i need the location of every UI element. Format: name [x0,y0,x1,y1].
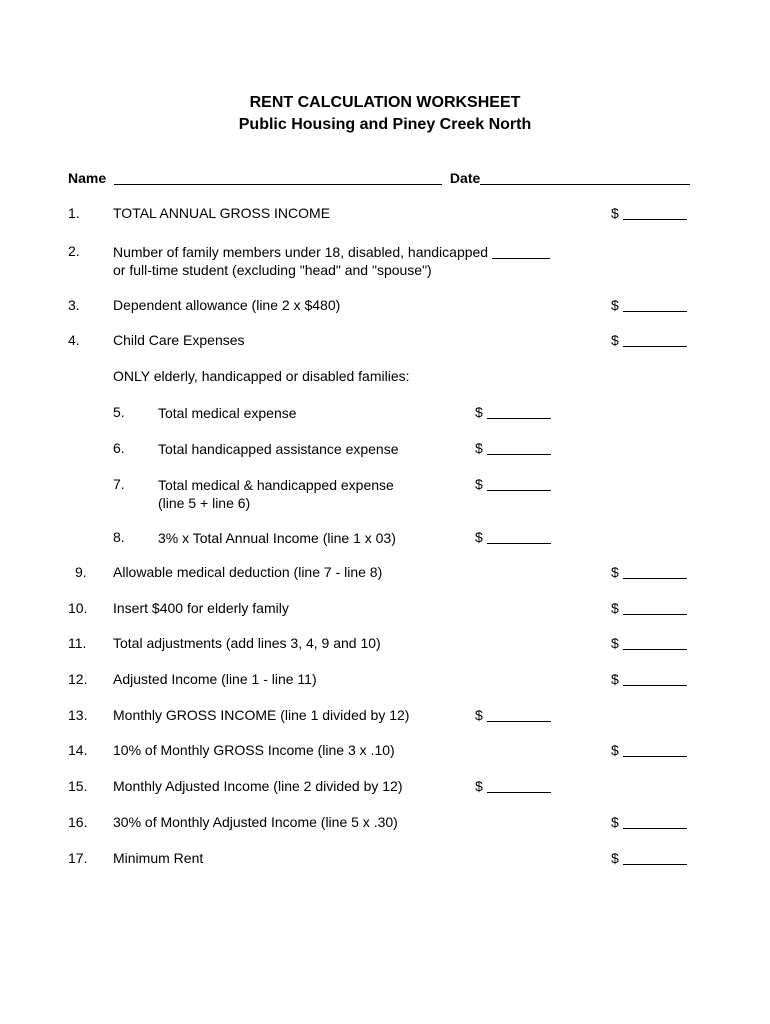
line-1 [0,205,770,225]
amount-field[interactable] [475,778,551,794]
amount-field[interactable] [611,600,687,616]
line-label: TOTAL ANNUAL GROSS INCOME [113,205,331,221]
line-number: 7. [113,476,125,492]
line-3 [0,297,770,317]
line-label: Child Care Expenses [113,332,245,348]
line-number: 13. [68,707,88,723]
dollar-sign: $ [611,205,619,221]
line-number: 6. [113,440,125,456]
line-13 [0,707,770,727]
dollar-sign: $ [611,635,619,651]
line-number: 8. [113,529,125,545]
line-label: Total medical expense [158,405,297,421]
line-number: 9. [75,564,87,580]
section-label: ONLY elderly, handicapped or disabled families: [113,368,410,384]
name-field[interactable] [114,170,442,185]
line-label: Monthly GROSS INCOME (line 1 divided by 12) [113,707,410,723]
line-label [158,476,394,512]
line-12 [0,671,770,691]
line-label-part2: (line 5 + line 6) [158,495,251,511]
line-number: 16. [68,814,88,830]
line-number: 12. [68,671,88,687]
line-11 [0,635,770,655]
dollar-sign: $ [475,404,483,420]
line-15 [0,778,770,798]
line-label: Total adjustments (add lines 3, 4, 9 and 10) [113,635,381,651]
name-date-row [68,170,690,186]
amount-field[interactable] [611,742,687,758]
line-label: Insert $400 for elderly family [113,600,289,616]
line-number: 15. [68,778,88,794]
line-label: Total handicapped assistance expense [158,441,399,457]
count-field[interactable] [492,244,550,259]
line-label: Monthly Adjusted Income (line 2 divided by 12) [113,778,403,794]
amount-field[interactable] [611,850,687,866]
line-number: 17. [68,850,88,866]
line-label: Adjusted Income (line 1 - line 11) [113,671,317,687]
dollar-sign: $ [475,778,483,794]
line-5 [0,404,770,424]
line-label-part1: Total medical & handicapped expense [158,477,394,493]
date-field[interactable] [480,170,690,185]
dollar-sign: $ [611,814,619,830]
line-17 [0,850,770,870]
line-4 [0,332,770,352]
dollar-sign: $ [611,742,619,758]
worksheet-subtitle: Public Housing and Piney Creek North [238,116,532,133]
line-number: 11. [68,635,87,651]
amount-field[interactable] [475,404,551,420]
worksheet-title: RENT CALCULATION WORKSHEET [249,94,521,111]
line-number: 4. [68,332,80,348]
line-number: 10. [68,600,88,616]
line-8 [0,529,770,549]
amount-field[interactable] [611,297,687,313]
amount-field[interactable] [611,814,687,830]
line-14 [0,742,770,762]
dollar-sign: $ [475,529,483,545]
line-2 [0,243,770,283]
amount-field[interactable] [611,564,687,580]
elderly-section-heading [0,368,770,388]
line-number: 5. [113,404,125,420]
line-number: 3. [68,297,80,313]
line-6 [0,440,770,460]
amount-field[interactable] [475,476,551,492]
amount-field[interactable] [475,529,551,545]
dollar-sign: $ [611,297,619,313]
dollar-sign: $ [475,707,483,723]
amount-field[interactable] [611,332,687,348]
dollar-sign: $ [475,476,483,492]
amount-field[interactable] [611,671,687,687]
amount-field[interactable] [475,440,551,456]
line-label: 10% of Monthly GROSS Income (line 3 x .10) [113,742,395,758]
amount-field[interactable] [611,205,687,221]
line-label: 30% of Monthly Adjusted Income (line 5 x .30) [113,814,398,830]
line-number: 1. [68,205,80,221]
line-label: Minimum Rent [113,850,204,866]
date-label: Date [449,170,481,186]
dollar-sign: $ [611,600,619,616]
line-number: 14. [68,742,88,758]
line-9 [0,564,770,584]
line-label: Allowable medical deduction (line 7 - line 8) [113,564,383,580]
dollar-sign: $ [475,440,483,456]
dollar-sign: $ [611,564,619,580]
line-10 [0,600,770,620]
line-number: 2. [68,243,80,259]
line-label-part2: or full-time student (excluding "head" and "spouse") [113,262,432,278]
amount-field[interactable] [611,635,687,651]
line-label-part1: Number of family members under 18, disabled, handicapped [113,244,489,260]
amount-field[interactable] [475,707,551,723]
line-label: Dependent allowance (line 2 x $480) [113,297,341,313]
dollar-sign: $ [611,332,619,348]
line-label: 3% x Total Annual Income (line 1 x 03) [158,530,396,546]
name-label: Name [68,170,107,186]
dollar-sign: $ [611,850,619,866]
line-16 [0,814,770,834]
dollar-sign: $ [611,671,619,687]
line-label [113,243,550,279]
line-7 [0,476,770,514]
